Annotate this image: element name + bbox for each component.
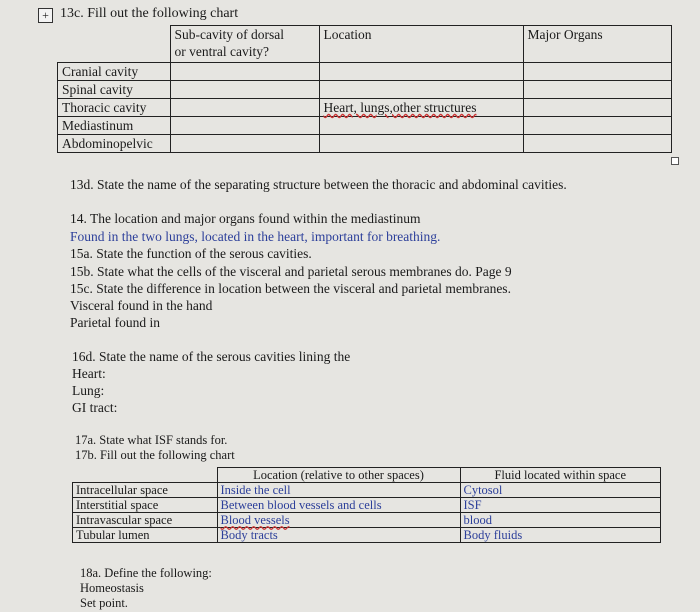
table-row bbox=[58, 63, 672, 81]
row-name: Intracellular space bbox=[73, 483, 218, 498]
q16d-heart: Heart: bbox=[72, 366, 106, 381]
row-name: Thoracic cavity bbox=[58, 99, 171, 117]
visceral-answer: Visceral found in the hand bbox=[70, 298, 213, 313]
table-row: Intravascular space Blood vessels blood bbox=[73, 513, 661, 528]
header-fluid: Fluid located within space bbox=[460, 468, 661, 483]
row-name: Tubular lumen bbox=[73, 528, 218, 543]
q16d-gi: GI tract: bbox=[72, 400, 118, 415]
q18a: 18a. Define the following: bbox=[80, 566, 212, 580]
q14-answer: Found in the two lungs, located in the heart, important for breathing. bbox=[70, 229, 441, 244]
table-resize-handle-icon[interactable] bbox=[671, 157, 679, 165]
q13d: 13d. State the name of the separating structure between the thoracic and abdominal cavities. bbox=[70, 177, 567, 192]
q16d-lung: Lung: bbox=[72, 383, 105, 398]
row-name: Intravascular space bbox=[73, 513, 218, 528]
fluid-spaces-chart bbox=[72, 467, 661, 543]
table-row bbox=[58, 99, 672, 117]
cavity-chart bbox=[57, 25, 672, 153]
row-name: Cranial cavity bbox=[58, 63, 171, 81]
q15c: 15c. State the difference in location between the visceral and parietal membranes. bbox=[70, 281, 511, 296]
q14-question: 14. The location and major organs found within the mediastinum bbox=[70, 211, 421, 226]
thoracic-location-cell[interactable]: Heart, lungs,other structures bbox=[319, 99, 523, 117]
row-name: Mediastinum bbox=[58, 117, 171, 135]
row-name: Abdominopelvic bbox=[58, 135, 171, 153]
table-row: Tubular lumen Body tracts Body fluids bbox=[73, 528, 661, 543]
header-location-relative: Location (relative to other spaces) bbox=[217, 468, 460, 483]
q18-homeostasis: Homeostasis bbox=[80, 581, 144, 595]
q15b: 15b. State what the cells of the visceral and parietal serous membranes do. Page 9 bbox=[70, 264, 512, 279]
header-subcavity: Sub-cavity of dorsal or ventral cavity? bbox=[170, 26, 319, 63]
q13c-title: 13c. Fill out the following chart bbox=[60, 6, 239, 21]
q17b: 17b. Fill out the following chart bbox=[75, 448, 235, 462]
table-row: Intracellular space Inside the cell Cytosol bbox=[73, 483, 661, 498]
header-location: Location bbox=[319, 26, 523, 63]
table-row: Interstitial space Between blood vessels and cells ISF bbox=[73, 498, 661, 513]
table-row bbox=[58, 135, 672, 153]
table-move-handle-icon[interactable]: + bbox=[38, 8, 53, 23]
row-name: Interstitial space bbox=[73, 498, 218, 513]
q17a: 17a. State what ISF stands for. bbox=[75, 433, 228, 447]
q16d-question: 16d. State the name of the serous cavities lining the bbox=[72, 349, 351, 364]
parietal-answer: Parietal found in bbox=[70, 315, 160, 330]
q15a: 15a. State the function of the serous cavities. bbox=[70, 246, 312, 261]
table-row bbox=[58, 81, 672, 99]
q18-setpoint: Set point. bbox=[80, 596, 128, 610]
row-name: Spinal cavity bbox=[58, 81, 171, 99]
table-row bbox=[58, 117, 672, 135]
header-major-organs: Major Organs bbox=[523, 26, 672, 63]
